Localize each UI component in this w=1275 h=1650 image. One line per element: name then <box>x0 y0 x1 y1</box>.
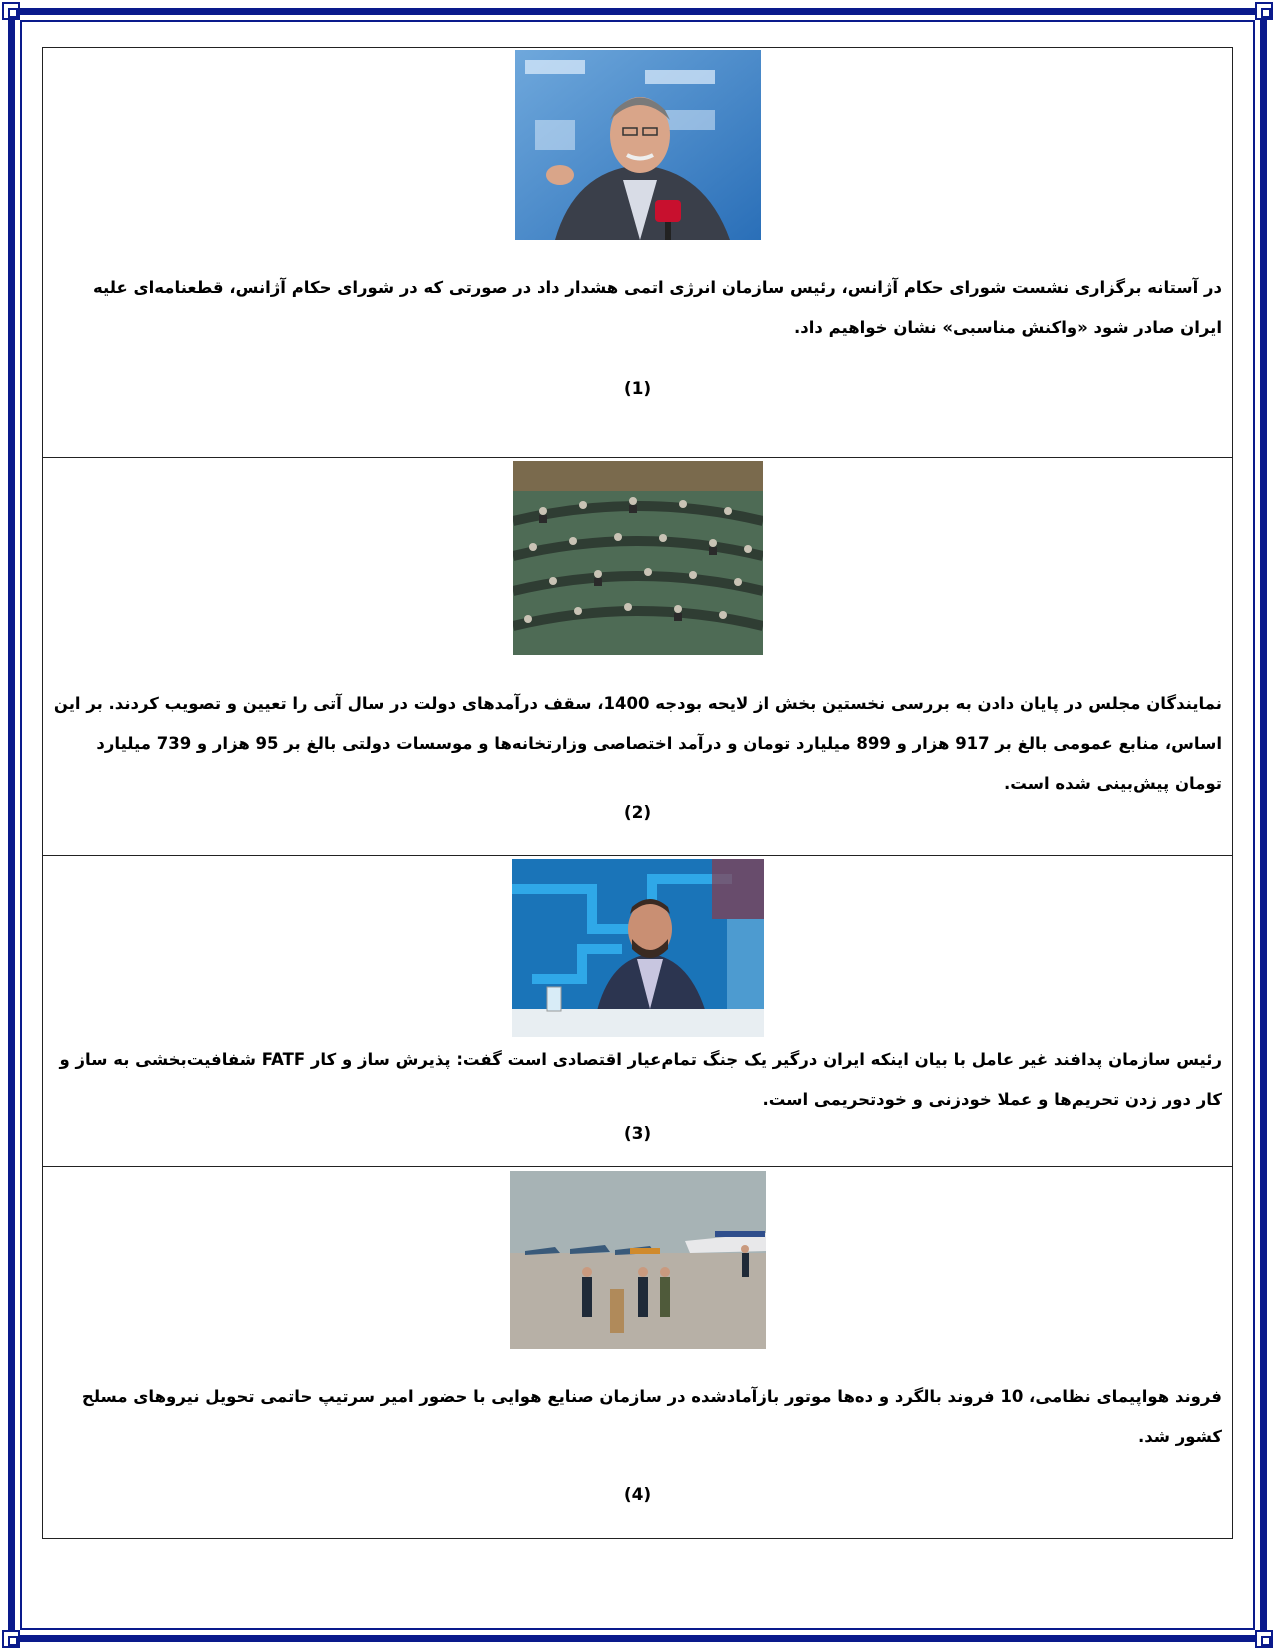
news-text: رئیس سازمان پدافند غیر عامل با بیان اینکه ایران درگیر یک جنگ تمام‌عیار اقتصادی است گفت: پذیرش ساز و کار FATF شفافیت‌بخشی به ساز و کار دور زدن تحریم‌ها و عملا خودزنی و خودتحریمی است. <box>59 1050 1222 1109</box>
item-number: (4) <box>623 1485 652 1505</box>
news-text: فروند هواپیمای نظامی، 10 فروند بالگرد و ده‌ها موتور بازآمادشده در سازمان صنایع هوایی با حضور امیر سرتیپ حاتمی تحویل نیروهای مسلح کشور شد. <box>81 1387 1222 1446</box>
news-text: نمایندگان مجلس در پایان دادن به بررسی نخستین بخش از لایحه بودجه 1400، سقف درآمدهای دولت در سال آتی را تعیین و تصویب کردند. بر این اساس، منابع عمومی بالغ بر 917 هزار و 899 میلیارد تومان و درآمد اختصاصی وزارتخانه‌ها و موسسات دولتی بالغ بر 95 هزار و 739 میلیارد تومان پیش‌بینی شده است. <box>53 694 1222 793</box>
news-text: در آستانه برگزاری نشست شورای حکام آژانس، رئیس سازمان انرژی اتمی هشدار داد در صورتی که در شورای حکام آژانس، قطعنامه‌ای علیه ایران صادر شود «واکنش مناسبی» نشان خواهیم داد. <box>93 278 1222 337</box>
item-number: (2) <box>623 803 652 823</box>
news-item <box>43 856 1232 1167</box>
news-photo-airfield-ceremony <box>510 1171 766 1349</box>
news-photo-press-conference <box>515 50 761 240</box>
news-photo-tv-studio <box>512 859 764 1037</box>
item-number: (1) <box>623 379 652 399</box>
news-item <box>43 48 1232 458</box>
news-item <box>43 458 1232 856</box>
corner-ornament <box>1255 2 1273 20</box>
corner-ornament <box>1255 1630 1273 1648</box>
news-table <box>42 47 1233 1539</box>
item-number: (3) <box>623 1124 652 1144</box>
corner-ornament <box>2 2 20 20</box>
corner-ornament <box>2 1630 20 1648</box>
news-photo-parliament <box>513 461 763 655</box>
news-item <box>43 1167 1232 1538</box>
